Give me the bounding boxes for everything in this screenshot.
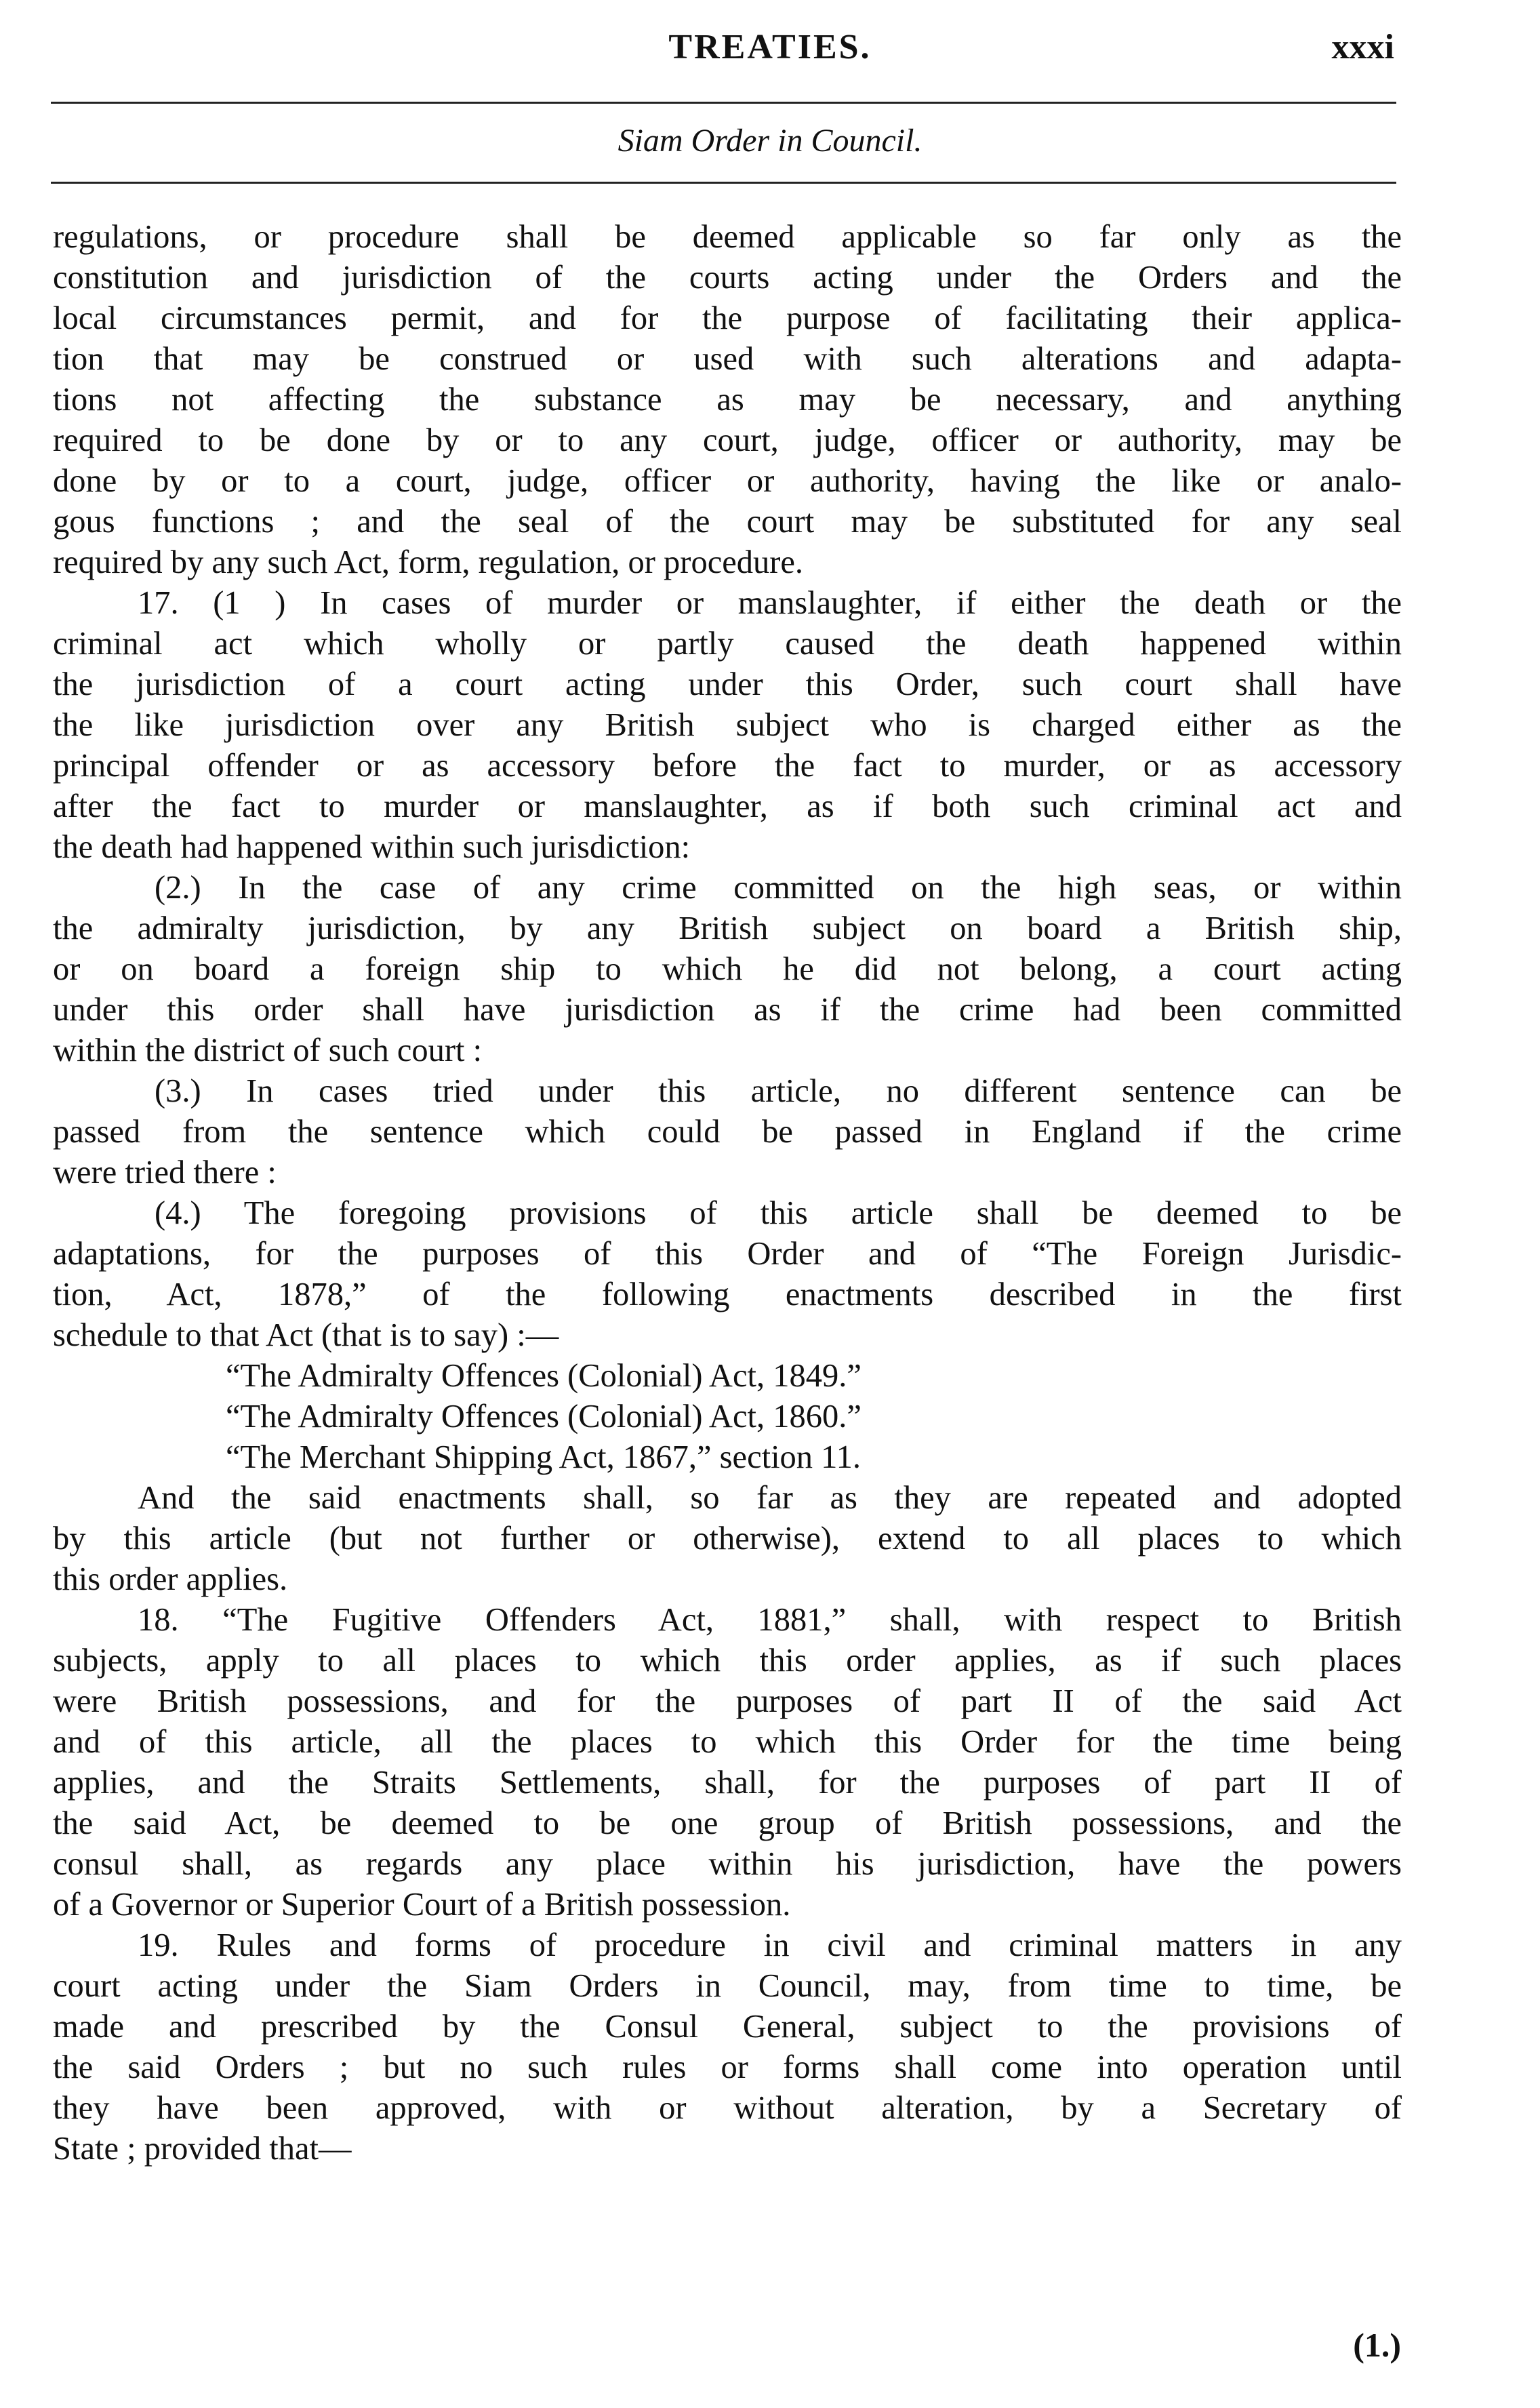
text-line: and of this article, all the places to which this Order for the time being (53, 1724, 1402, 1760)
text-line: the admiralty jurisdiction, by any British subject on board a British ship, (53, 910, 1402, 946)
running-head (0, 20, 1540, 75)
article-18-start: 18. “The Fugitive Offenders Act, 1881,” shall, with respect to British (138, 1602, 1402, 1638)
text-line: applies, and the Straits Settlements, shall, for the purposes of part II of (53, 1765, 1402, 1801)
text-line: they have been approved, with or without alteration, by a Secretary of (53, 2090, 1402, 2126)
text-line: this order applies. (53, 1561, 288, 1597)
text-line: the said Act, be deemed to be one group of British possessions, and the (53, 1805, 1402, 1841)
header-rule-top (51, 102, 1396, 104)
text-line: schedule to that Act (that is to say) :— (53, 1317, 559, 1353)
article-17-start: 17. (1 ) In cases of murder or manslaughter, if either the death or the (138, 585, 1402, 621)
text-line: the said Orders ; but no such rules or forms shall come into operation until (53, 2049, 1402, 2085)
header-rule-bottom (51, 182, 1396, 184)
text-line: after the fact to murder or manslaughter, as if both such criminal act and (53, 788, 1402, 824)
body-text (53, 217, 1402, 2169)
page-number: xxxi (1331, 28, 1394, 66)
text-line: court acting under the Siam Orders in Council, may, from time to time, be (53, 1968, 1402, 2004)
text-line: principal offender or as accessory before the fact to murder, or as accessory (53, 748, 1402, 784)
subsection-3-start: (3.) In cases tried under this article, no different sentence can be (155, 1073, 1402, 1109)
article-19-start: 19. Rules and forms of procedure in civil and criminal matters in any (138, 1927, 1402, 1963)
page-title: TREATIES. (668, 28, 872, 66)
section-subtitle: Siam Order in Council. (617, 123, 923, 159)
text-line: passed from the sentence which could be passed in England if the crime (53, 1114, 1402, 1150)
text-line: of a Governor or Superior Court of a British possession. (53, 1887, 791, 1923)
text-line: required to be done by or to any court, judge, officer or authority, may be (53, 422, 1402, 458)
text-line: adaptations, for the purposes of this Order and of “The Foreign Jurisdic- (53, 1236, 1402, 1272)
text-line: made and prescribed by the Consul General, subject to the provisions of (53, 2009, 1402, 2045)
text-line: the jurisdiction of a court acting under this Order, such court shall have (53, 666, 1402, 702)
text-line: tion, Act, 1878,” of the following enactments described in the first (53, 1277, 1402, 1312)
text-line: criminal act which wholly or partly caused the death happened within (53, 626, 1402, 662)
text-line: State ; provided that— (53, 2131, 352, 2167)
text-line: done by or to a court, judge, officer or authority, having the like or analo- (53, 463, 1402, 499)
text-line: required by any such Act, form, regulation, or procedure. (53, 544, 804, 580)
text-line: regulations, or procedure shall be deemed applicable so far only as the (53, 219, 1402, 255)
text-line: the death had happened within such jurisdiction: (53, 829, 691, 865)
subsection-2-start: (2.) In the case of any crime committed on the high seas, or within (155, 870, 1402, 906)
text-line: tions not affecting the substance as may be necessary, and anything (53, 382, 1402, 418)
catchword: (1.) (1353, 2326, 1401, 2364)
text-line: local circumstances permit, and for the purpose of facilitating their applica- (53, 300, 1402, 336)
text-line: were tried there : (53, 1155, 277, 1190)
paragraph-start: And the said enactments shall, so far as they are repeated and adopted (138, 1480, 1402, 1516)
subsection-4-start: (4.) The foregoing provisions of this article shall be deemed to be (155, 1195, 1402, 1231)
text-line: by this article (but not further or otherwise), extend to all places to which (53, 1521, 1402, 1557)
text-line: tion that may be construed or used with such alterations and adapta- (53, 341, 1402, 377)
enactment-item: “The Merchant Shipping Act, 1867,” section 11. (226, 1439, 862, 1475)
text-line: or on board a foreign ship to which he did not belong, a court acting (53, 951, 1402, 987)
text-line: within the district of such court : (53, 1032, 483, 1068)
text-line: subjects, apply to all places to which this order applies, as if such places (53, 1643, 1402, 1679)
text-line: the like jurisdiction over any British subject who is charged either as the (53, 707, 1402, 743)
text-line: under this order shall have jurisdiction as if the crime had been committed (53, 992, 1402, 1028)
text-line: consul shall, as regards any place within his jurisdiction, have the powers (53, 1846, 1402, 1882)
text-line: constitution and jurisdiction of the courts acting under the Orders and the (53, 260, 1402, 296)
text-line: were British possessions, and for the purposes of part II of the said Act (53, 1683, 1402, 1719)
enactment-item: “The Admiralty Offences (Colonial) Act, 1849.” (226, 1358, 862, 1394)
enactment-item: “The Admiralty Offences (Colonial) Act, 1860.” (226, 1399, 862, 1434)
text-line: gous functions ; and the seal of the court may be substituted for any seal (53, 504, 1402, 540)
